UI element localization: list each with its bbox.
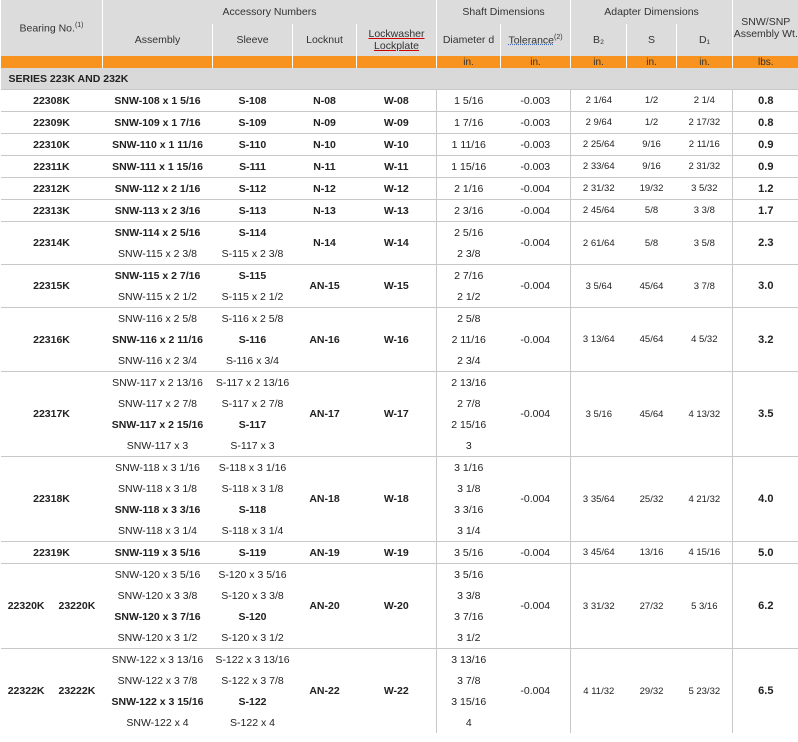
tolerance-cell: -0.004: [501, 457, 571, 542]
weight-cell: 1.2: [733, 178, 798, 200]
sleeve-cell: S-122 x 3 13/16: [213, 649, 293, 671]
weight-cell: 3.2: [733, 308, 798, 372]
header-adapter-dimensions: Adapter Dimensions: [571, 0, 733, 24]
sleeve-cell: S-122 x 3 7/8: [221, 674, 284, 687]
diameter-cell: 2 1/2: [437, 286, 501, 308]
assembly-cell: SNW-122 x 3 13/16: [103, 649, 213, 671]
header-lockwasher: Lockwasher Lockplate: [357, 24, 437, 56]
diameter-cell: 3: [437, 435, 501, 457]
header-accessory-numbers: Accessory Numbers: [103, 0, 437, 24]
sleeve-cell: S-110: [213, 134, 293, 156]
assembly-cell: SNW-115 x 2 3/8: [118, 247, 197, 260]
header-bearing-no: Bearing No.$^{(1)}$: [1, 0, 103, 56]
diameter-cell: 1 15/16: [437, 156, 501, 178]
lockwasher-cell: W-16: [357, 308, 437, 372]
sleeve-cell: S-108: [213, 90, 293, 112]
sleeve-cell: S-117 x 3: [230, 439, 275, 452]
d1-cell: 2 17/32: [677, 112, 733, 134]
tolerance-cell: -0.003: [501, 134, 571, 156]
lockwasher-cell: W-22: [357, 649, 437, 734]
header-d1: D₁: [677, 24, 733, 56]
bearing-number: 22315K: [1, 265, 103, 308]
sleeve-cell: S-117 x 2 7/8: [221, 397, 284, 410]
tolerance-cell: -0.004: [501, 265, 571, 308]
d1-cell: 2 31/32: [677, 156, 733, 178]
tolerance-cell: -0.003: [501, 90, 571, 112]
assembly-cell: SNW-122 x 4: [126, 716, 189, 729]
assembly-cell: SNW-120 x 3 7/16: [114, 610, 201, 623]
d1-cell: 2 11/16: [677, 134, 733, 156]
table-row: [1, 265, 798, 287]
b2-cell: 3 13/64: [571, 308, 627, 372]
unit-blank: [357, 56, 437, 68]
d1-cell: 4 5/32: [677, 308, 733, 372]
assembly-cell: SNW-115 x 2 7/16: [103, 265, 213, 287]
b2-cell: 3 5/64: [571, 265, 627, 308]
bearing-number: 22319K: [1, 542, 103, 564]
lockwasher-cell: W-12: [357, 178, 437, 200]
bearing-number: 22310K: [1, 134, 103, 156]
diameter-cell: 3 13/16: [437, 649, 501, 671]
weight-cell: 3.5: [733, 372, 798, 457]
table-row: [1, 308, 798, 330]
weight-cell: 3.0: [733, 265, 798, 308]
sleeve-cell: S-111: [213, 156, 293, 178]
bearing-number: 22316K: [1, 308, 103, 372]
assembly-cell: SNW-116 x 2 5/8: [103, 308, 213, 330]
unit-tolerance: in.: [501, 56, 571, 68]
tolerance-cell: -0.004: [501, 200, 571, 222]
sleeve-cell: S-122: [238, 695, 267, 708]
table-row: [1, 200, 798, 222]
tolerance-cell: -0.004: [501, 178, 571, 200]
sleeve-cell: S-118: [238, 503, 267, 516]
assembly-cell: SNW-120 x 3 3/8: [117, 589, 198, 602]
diameter-cell: 1 7/16: [437, 112, 501, 134]
lockwasher-cell: W-17: [357, 372, 437, 457]
sleeve-cell: S-120 x 3 1/2: [221, 631, 284, 644]
sleeve-cell: S-112: [213, 178, 293, 200]
diameter-cell: 3 15/16: [437, 691, 501, 712]
header-assembly: Assembly: [103, 24, 213, 56]
tolerance-cell: -0.004: [501, 564, 571, 649]
assembly-cell: SNW-118 x 3 1/4: [118, 524, 197, 537]
sleeve-cell: S-119: [213, 542, 293, 564]
assembly-cell: SNW-109 x 1 7/16: [103, 112, 213, 134]
sleeve-cell: S-109: [213, 112, 293, 134]
s-cell: 45/64: [627, 372, 677, 457]
sleeve-cell: S-117 x 2 13/16: [213, 372, 293, 394]
bearing-number: 22318K: [1, 457, 103, 542]
weight-cell: 2.3: [733, 222, 798, 265]
lockwasher-cell: W-20: [357, 564, 437, 649]
sleeve-cell: S-115 x 2 3/8: [221, 247, 284, 260]
assembly-cell: SNW-122 x 3 15/16: [111, 695, 204, 708]
table-row: [1, 178, 798, 200]
s-cell: 1/2: [627, 112, 677, 134]
table-row: [1, 542, 798, 564]
table-row: [1, 457, 798, 479]
assembly-cell: SNW-118 x 3 1/8: [118, 482, 197, 495]
diameter-cell: 2 5/8: [437, 308, 501, 330]
bearing-number-primary: 22322K: [7, 685, 45, 697]
sleeve-cell: S-117: [238, 418, 267, 431]
lockwasher-cell: W-10: [357, 134, 437, 156]
assembly-cell: SNW-116 x 2 3/4: [118, 354, 197, 367]
diameter-cell: 3 1/2: [437, 627, 501, 649]
diameter-cell: 2 7/8: [437, 393, 501, 414]
d1-cell: 5 3/16: [677, 564, 733, 649]
weight-cell: 4.0: [733, 457, 798, 542]
diameter-cell: 2 3/4: [437, 350, 501, 372]
sleeve-cell: S-118 x 3 1/16: [213, 457, 293, 479]
weight-cell: 5.0: [733, 542, 798, 564]
header-tolerance: Tolerance$^{(2)}$: [501, 24, 571, 56]
diameter-cell: 2 15/16: [437, 414, 501, 435]
b2-cell: 2 9/64: [571, 112, 627, 134]
b2-cell: 2 61/64: [571, 222, 627, 265]
s-cell: 5/8: [627, 222, 677, 265]
table-row: [1, 649, 798, 671]
d1-cell: 3 3/8: [677, 200, 733, 222]
s-cell: 9/16: [627, 156, 677, 178]
sleeve-cell: S-120 x 3 3/8: [221, 589, 284, 602]
locknut-cell: AN-15: [293, 265, 357, 308]
diameter-cell: 2 5/16: [437, 222, 501, 244]
diameter-cell: 3 1/4: [437, 520, 501, 542]
header-s: S: [627, 24, 677, 56]
b2-cell: 3 31/32: [571, 564, 627, 649]
bearing-number: 22314K: [1, 222, 103, 265]
assembly-cell: SNW-112 x 2 1/16: [103, 178, 213, 200]
table-row: [1, 112, 798, 134]
bearing-number-secondary: 23222K: [58, 685, 96, 697]
header-locknut: Locknut: [293, 24, 357, 56]
b2-cell: 4 11/32: [571, 649, 627, 734]
unit-blank: [293, 56, 357, 68]
diameter-cell: 2 3/16: [437, 200, 501, 222]
bearing-number: 22313K: [1, 200, 103, 222]
s-cell: 19/32: [627, 178, 677, 200]
assembly-cell: SNW-120 x 3 5/16: [103, 564, 213, 586]
assembly-cell: SNW-117 x 2 13/16: [103, 372, 213, 394]
weight-cell: 1.7: [733, 200, 798, 222]
locknut-cell: N-14: [293, 222, 357, 265]
locknut-cell: AN-16: [293, 308, 357, 372]
table-row: [1, 90, 798, 112]
s-cell: 1/2: [627, 90, 677, 112]
unit-blank: [213, 56, 293, 68]
unit-weight: lbs.: [733, 56, 798, 68]
sleeve-cell: S-115: [213, 265, 293, 287]
locknut-cell: AN-18: [293, 457, 357, 542]
locknut-cell: AN-17: [293, 372, 357, 457]
b2-cell: 3 35/64: [571, 457, 627, 542]
d1-cell: 3 7/8: [677, 265, 733, 308]
assembly-cell: SNW-111 x 1 15/16: [103, 156, 213, 178]
tolerance-cell: -0.004: [501, 372, 571, 457]
bearing-number: 22309K: [1, 112, 103, 134]
tolerance-cell: -0.004: [501, 649, 571, 734]
diameter-cell: 3 1/16: [437, 457, 501, 479]
sleeve-cell: S-120: [238, 610, 267, 623]
sleeve-cell: S-113: [213, 200, 293, 222]
locknut-cell: AN-20: [293, 564, 357, 649]
b2-cell: 2 1/64: [571, 90, 627, 112]
assembly-cell: SNW-122 x 3 7/8: [117, 674, 198, 687]
table-row: [1, 222, 798, 244]
locknut-cell: N-12: [293, 178, 357, 200]
tolerance-cell: -0.003: [501, 112, 571, 134]
b2-cell: 2 45/64: [571, 200, 627, 222]
assembly-cell: SNW-118 x 3 3/16: [114, 503, 201, 516]
sleeve-cell: S-116: [238, 333, 267, 346]
diameter-cell: 3 7/8: [437, 670, 501, 691]
assembly-cell: SNW-120 x 3 1/2: [117, 631, 198, 644]
s-cell: 27/32: [627, 564, 677, 649]
bearing-number: 22312K: [1, 178, 103, 200]
lockwasher-cell: W-09: [357, 112, 437, 134]
tolerance-cell: -0.004: [501, 308, 571, 372]
sleeve-cell: S-116 x 2 5/8: [213, 308, 293, 330]
table-row: [1, 372, 798, 394]
sleeve-cell: S-122 x 4: [230, 716, 275, 729]
unit-d1: in.: [677, 56, 733, 68]
s-cell: 13/16: [627, 542, 677, 564]
tolerance-cell: -0.004: [501, 542, 571, 564]
assembly-cell: SNW-117 x 3: [126, 439, 189, 452]
assembly-cell: SNW-113 x 2 3/16: [103, 200, 213, 222]
d1-cell: 4 13/32: [677, 372, 733, 457]
table-row: [1, 134, 798, 156]
diameter-cell: 3 3/16: [437, 499, 501, 520]
locknut-cell: AN-22: [293, 649, 357, 734]
unit-s: in.: [627, 56, 677, 68]
bearing-number-secondary: 23220K: [58, 600, 96, 612]
table-row: [1, 564, 798, 586]
bearing-number: 22317K: [1, 372, 103, 457]
assembly-cell: SNW-110 x 1 11/16: [103, 134, 213, 156]
table-row: [1, 156, 798, 178]
weight-cell: 0.8: [733, 90, 798, 112]
assembly-cell: SNW-115 x 2 1/2: [118, 290, 197, 303]
diameter-cell: 2 7/16: [437, 265, 501, 287]
diameter-cell: 2 3/8: [437, 243, 501, 265]
s-cell: 5/8: [627, 200, 677, 222]
diameter-cell: 2 11/16: [437, 329, 501, 350]
diameter-cell: 4: [437, 712, 501, 733]
s-cell: 45/64: [627, 308, 677, 372]
d1-cell: 4 15/16: [677, 542, 733, 564]
weight-cell: 0.8: [733, 112, 798, 134]
assembly-cell: SNW-118 x 3 1/16: [103, 457, 213, 479]
lockwasher-cell: W-11: [357, 156, 437, 178]
diameter-cell: 1 5/16: [437, 90, 501, 112]
b2-cell: 3 45/64: [571, 542, 627, 564]
b2-cell: 2 33/64: [571, 156, 627, 178]
d1-cell: 2 1/4: [677, 90, 733, 112]
sleeve-cell: S-114: [213, 222, 293, 244]
s-cell: 45/64: [627, 265, 677, 308]
b2-cell: 2 31/32: [571, 178, 627, 200]
sleeve-cell: S-116 x 3/4: [226, 354, 279, 367]
header-diameter: Diameter d: [437, 24, 501, 56]
lockwasher-cell: W-18: [357, 457, 437, 542]
s-cell: 25/32: [627, 457, 677, 542]
header-assembly-weight: SNW/SNP Assembly Wt.: [733, 0, 798, 56]
diameter-cell: 2 1/16: [437, 178, 501, 200]
assembly-cell: SNW-108 x 1 5/16: [103, 90, 213, 112]
b2-cell: 3 5/16: [571, 372, 627, 457]
unit-blank: [1, 56, 103, 68]
d1-cell: 5 23/32: [677, 649, 733, 734]
lockwasher-cell: W-19: [357, 542, 437, 564]
diameter-cell: 1 11/16: [437, 134, 501, 156]
sleeve-cell: S-118 x 3 1/8: [221, 482, 284, 495]
d1-cell: 4 21/32: [677, 457, 733, 542]
d1-cell: 3 5/8: [677, 222, 733, 265]
diameter-cell: 2 13/16: [437, 372, 501, 394]
header-shaft-dimensions: Shaft Dimensions: [437, 0, 571, 24]
diameter-cell: 3 5/16: [437, 542, 501, 564]
diameter-cell: 3 3/8: [437, 585, 501, 606]
weight-cell: 0.9: [733, 156, 798, 178]
bearing-number: [1, 564, 103, 649]
locknut-cell: N-08: [293, 90, 357, 112]
s-cell: 29/32: [627, 649, 677, 734]
sleeve-cell: S-120 x 3 5/16: [213, 564, 293, 586]
tolerance-cell: -0.003: [501, 156, 571, 178]
diameter-cell: 3 5/16: [437, 564, 501, 586]
bearing-number: 22308K: [1, 90, 103, 112]
bearing-number: [1, 649, 103, 734]
bearing-number-primary: 22320K: [7, 600, 45, 612]
lockwasher-cell: W-15: [357, 265, 437, 308]
locknut-cell: AN-19: [293, 542, 357, 564]
s-cell: 9/16: [627, 134, 677, 156]
sleeve-cell: S-118 x 3 1/4: [221, 524, 284, 537]
assembly-cell: SNW-119 x 3 5/16: [103, 542, 213, 564]
unit-blank: [103, 56, 213, 68]
weight-cell: 6.2: [733, 564, 798, 649]
b2-cell: 2 25/64: [571, 134, 627, 156]
weight-cell: 0.9: [733, 134, 798, 156]
assembly-cell: SNW-116 x 2 11/16: [112, 333, 203, 346]
unit-b2: in.: [571, 56, 627, 68]
header-b2: B₂: [571, 24, 627, 56]
diameter-cell: 3 1/8: [437, 478, 501, 499]
weight-cell: 6.5: [733, 649, 798, 734]
locknut-cell: N-13: [293, 200, 357, 222]
lockwasher-cell: W-08: [357, 90, 437, 112]
tolerance-cell: -0.004: [501, 222, 571, 265]
sleeve-cell: S-115 x 2 1/2: [221, 290, 284, 303]
unit-diameter: in.: [437, 56, 501, 68]
lockwasher-cell: W-14: [357, 222, 437, 265]
diameter-cell: 3 7/16: [437, 606, 501, 627]
assembly-cell: SNW-117 x 2 15/16: [111, 418, 204, 431]
series-label: SERIES 223K AND 232K: [1, 68, 798, 90]
assembly-cell: SNW-114 x 2 5/16: [103, 222, 213, 244]
d1-cell: 3 5/32: [677, 178, 733, 200]
lockwasher-cell: W-13: [357, 200, 437, 222]
bearing-number: 22311K: [1, 156, 103, 178]
assembly-cell: SNW-117 x 2 7/8: [118, 397, 197, 410]
header-sleeve: Sleeve: [213, 24, 293, 56]
locknut-cell: N-09: [293, 112, 357, 134]
locknut-cell: N-10: [293, 134, 357, 156]
locknut-cell: N-11: [293, 156, 357, 178]
